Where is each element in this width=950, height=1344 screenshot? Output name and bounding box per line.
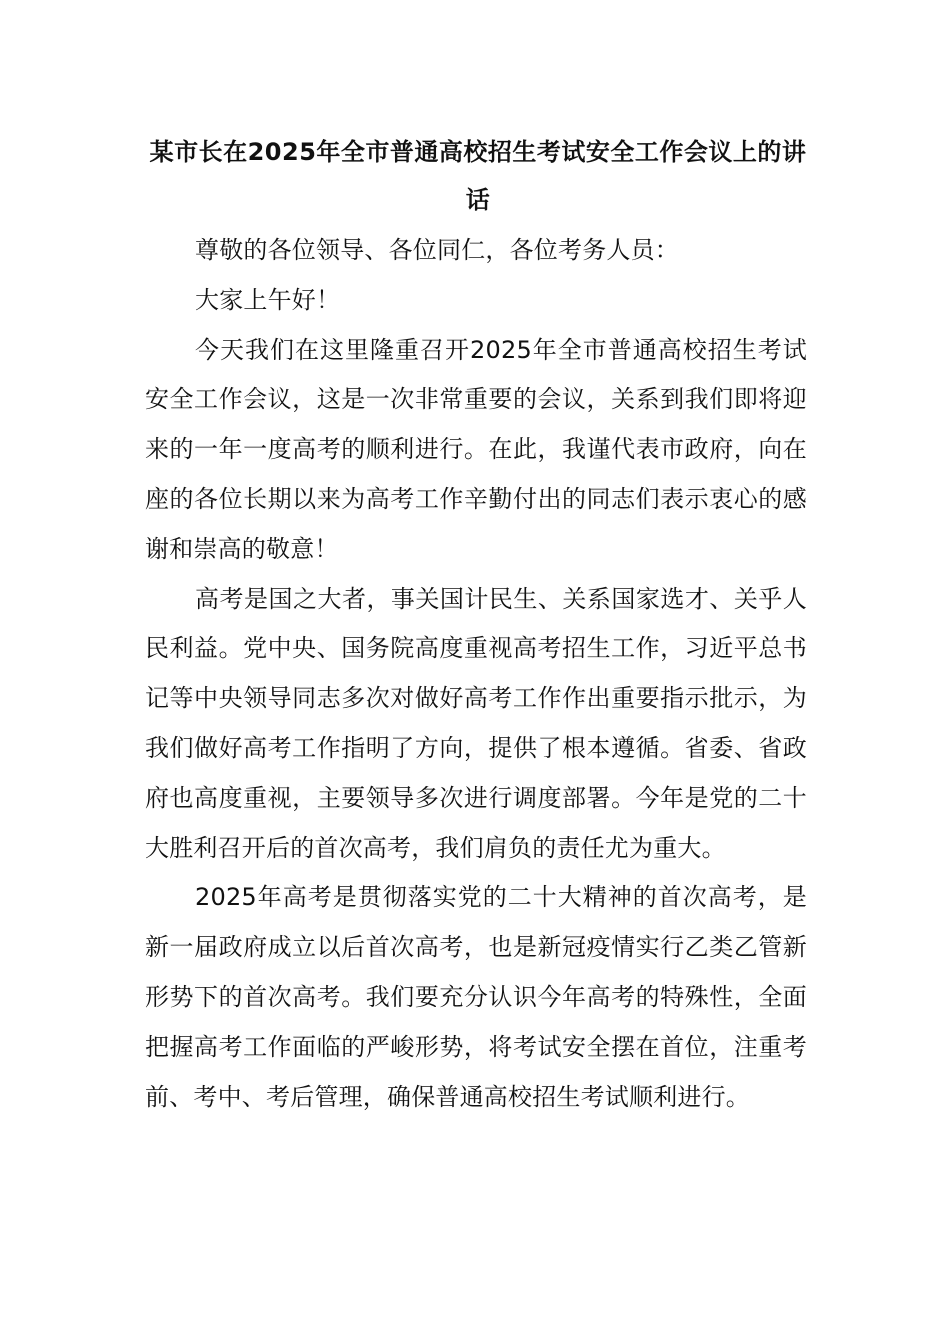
document-body xyxy=(145,226,807,1122)
paragraph-importance: 高考是国之大者，事关国计民生、关系国家选才、关乎人民利益。党中央、国务院高度重视高考招生工作，习近平总书记等中央领导同志多次对做好高考工作作出重要指示批示，为我们做好高考工作指明了方向，提供了根本遵循。省委、省政府也高度重视，主要领导多次进行调度部署。今年是党的二十大胜利召开后的首次高考，我们肩负的责任尤为重大。 xyxy=(145,584,807,862)
paragraph-special-year: 2025年高考是贯彻落实党的二十大精神的首次高考，是新一届政府成立以后首次高考，也是新冠疫情实行乙类乙管新形势下的首次高考。我们要充分认识今年高考的特殊性，全面把握高考工作面临的严峻形势，将考试安全摆在首位，注重考前、考中、考后管理，确保普通高校招生考试顺利进行。 xyxy=(145,883,807,1111)
document-title: 某市长在2025年全市普通高校招生考试安全工作会议上的讲话 xyxy=(149,138,807,214)
greeting: 大家上午好！ xyxy=(195,285,341,314)
salutation: 尊敬的各位领导、各位同仁，各位考务人员： xyxy=(195,236,679,264)
paragraph-opening: 今天我们在这里隆重召开2025年全市普通高校招生考试安全工作会议，这是一次非常重要的会议，关系到我们即将迎来的一年一度高考的顺利进行。在此，我谨代表市政府，向在座的各位长期以来为高考工作辛勤付出的同志们表示衷心的感谢和崇高的敬意！ xyxy=(145,335,807,563)
